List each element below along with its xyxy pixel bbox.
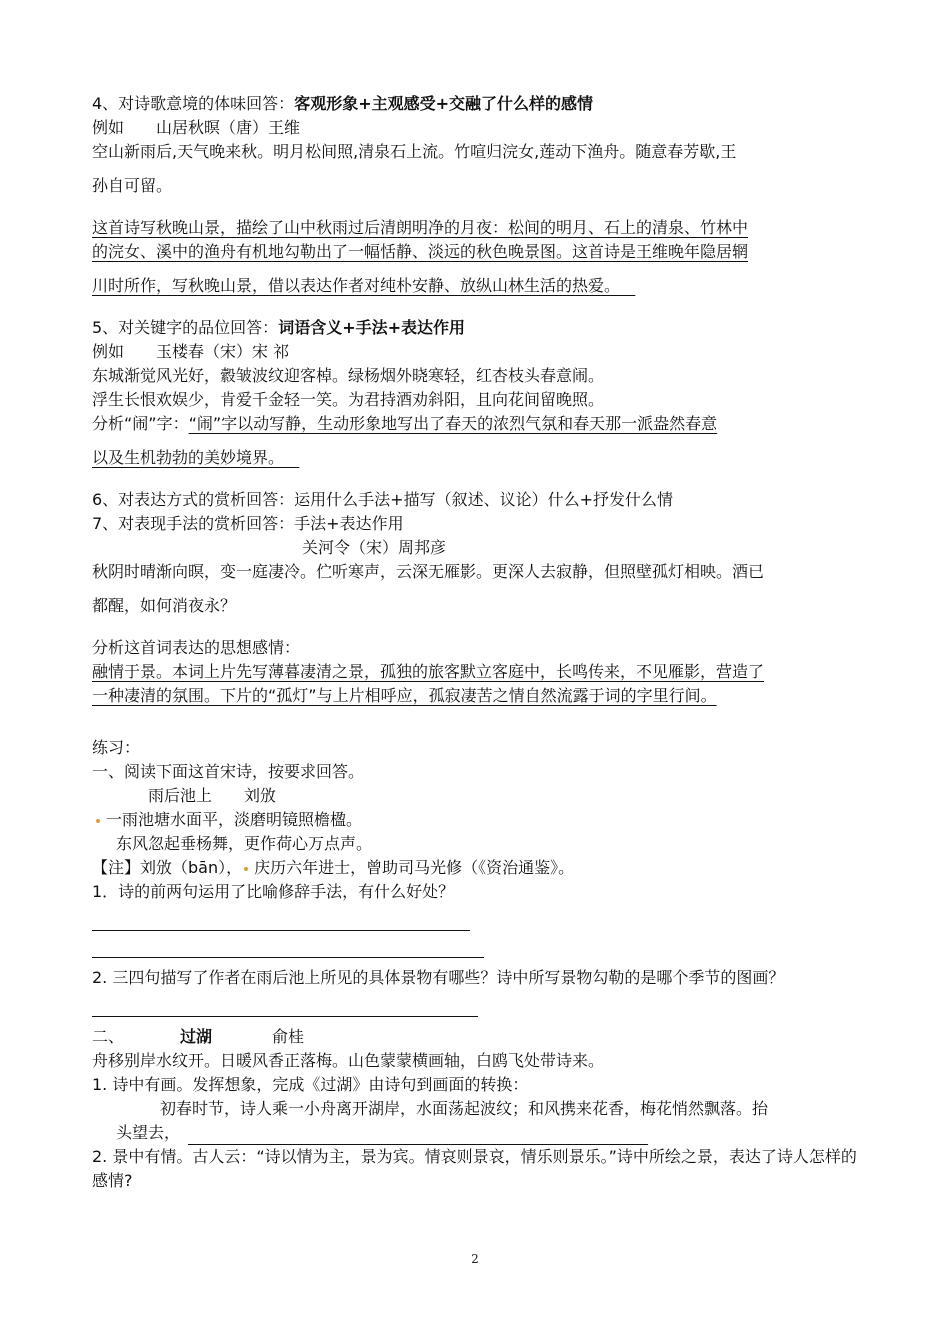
- section-6-heading: 6、对表达方式的赏析回答：运用什么手法+描写（叙述、议论）什么+抒发什么情: [92, 490, 673, 509]
- practice-1-poem-line: 东风忽起垂杨舞，更作荷心万点声。: [116, 834, 373, 853]
- section-4-poem-line: 孙自可留。: [92, 176, 173, 195]
- practice-2-heading: 二、 过湖 俞桂: [92, 1027, 305, 1046]
- section-4-answer-line: 的浣女、溪中的渔舟有机地勾勒出了一幅恬静、淡远的秋色晚景图。这首诗是王维晚年隐居辋: [92, 242, 749, 261]
- document-page: [92, 92, 864, 1193]
- section-7-poem-title: 关河令（宋）周邦彦: [302, 538, 447, 557]
- practice-2-question-1-text: 头望去，: [92, 1121, 864, 1145]
- practice-2-question-1-text: 初春时节，诗人乘一小舟离开湖岸，水面荡起波纹；和风携来花香，梅花悄然飘落。抬: [160, 1099, 769, 1118]
- section-5-poem-line: 浮生长恨欢娱少，肯爱千金轻一笑。为君持酒劝斜阳，且向花间留晚照。: [92, 390, 605, 409]
- section-5-answer-line: 分析“闹”字：“闹”字以动写静，生动形象地写出了春天的浓烈气氛和春天那一派盎然春意: [92, 414, 718, 433]
- answer-blank-line[interactable]: [92, 912, 470, 931]
- section-5-example-title: 例如 玉楼春（宋）宋 祁: [92, 342, 290, 361]
- section-4-answer-line: 这首诗写秋晚山景，描绘了山中秋雨过后清朗明净的月夜：松间的明月、石上的清泉、竹林中: [92, 218, 749, 237]
- section-4-example-title: 例如 山居秋暝（唐）王维: [92, 118, 301, 137]
- section-7-answer-line: 融情于景。本词上片先写薄暮凄清之景，孤独的旅客默立客庭中，长鸣传来，不见雁影，营造了: [92, 662, 765, 681]
- practice-2-question-1: 1. 诗中有画。发挥想象，完成《过湖》由诗句到画面的转换：: [92, 1075, 529, 1094]
- section-5-poem-line: 东城渐觉风光好，縠皱波纹迎客棹。绿杨烟外晓寒轻，红杏枝头春意闹。: [92, 366, 605, 385]
- practice-2-poem: 舟移别岸水纹开。日暖风香正落梅。山色蒙蒙横画轴，白鸥飞处带诗来。: [92, 1051, 605, 1070]
- section-7-heading: 7、对表现手法的赏析回答：手法+表达作用: [92, 514, 404, 533]
- practice-1-question-2: 2. 三四句描写了作者在雨后池上所见的具体景物有哪些？诗中所写景物勾勒的是哪个季节的图画？: [92, 968, 785, 987]
- bullet-dot-icon: [96, 819, 100, 823]
- section-4-heading: 4、对诗歌意境的体味回答：客观形象+主观感受+交融了什么样的感情: [92, 94, 594, 113]
- answer-blank-line[interactable]: [92, 998, 478, 1017]
- answer-blank-line[interactable]: [92, 939, 484, 958]
- section-7-poem-line: 都醒，如何消夜永？: [92, 596, 237, 615]
- page-number: 2: [471, 1252, 479, 1266]
- section-7-question: 分析这首词表达的思想感情：: [92, 638, 301, 657]
- section-7-poem-line: 秋阴时晴渐向暝，变一庭凄冷。伫听寒声，云深无雁影。更深人去寂静，但照壁孤灯相映。酒已: [92, 562, 765, 581]
- section-7-answer-line: 一种凄清的氛围。下片的“孤灯”与上片相呼应，孤寂凄苦之情自然流露于词的字里行间。: [92, 686, 717, 705]
- practice-1-note: 【注】刘攽（bān）， 庆历六年进士，曾助司马光修（《资治通鉴》。: [92, 858, 575, 877]
- practice-1-poem-line: 一雨池塘水面平，淡磨明镜照檐楹。: [92, 808, 864, 832]
- practice-1-heading: 一、阅读下面这首宋诗，按要求回答。: [92, 762, 365, 781]
- section-5-answer-line: 以及生机勃勃的美妙境界。: [92, 448, 285, 467]
- section-4-answer-line: 川时所作，写秋晚山景，借以表达作者对纯朴安静、放纵山林生活的热爱。: [92, 276, 621, 295]
- answer-blank-line[interactable]: [188, 1128, 648, 1145]
- bullet-dot-icon: [244, 867, 248, 871]
- section-5-heading: 5、对关键字的品位回答：词语含义+手法+表达作用: [92, 318, 466, 337]
- practice-2-question-2: 2. 景中有情。古人云：“诗以情为主，景为宾。情哀则景哀，情乐则景乐。”诗中所绘之景，表达了诗人怎样的感情?: [92, 1147, 857, 1190]
- practice-1-question-1: 1．诗的前两句运用了比喻修辞手法，有什么好处？: [92, 882, 455, 901]
- section-4-poem-line: 空山新雨后,天气晚来秋。明月松间照,清泉石上流。竹喧归浣女,莲动下渔舟。随意春芳歇,王: [92, 142, 737, 161]
- practice-label: 练习：: [92, 738, 141, 757]
- practice-1-poem-title: 雨后池上 刘攽: [148, 786, 277, 805]
